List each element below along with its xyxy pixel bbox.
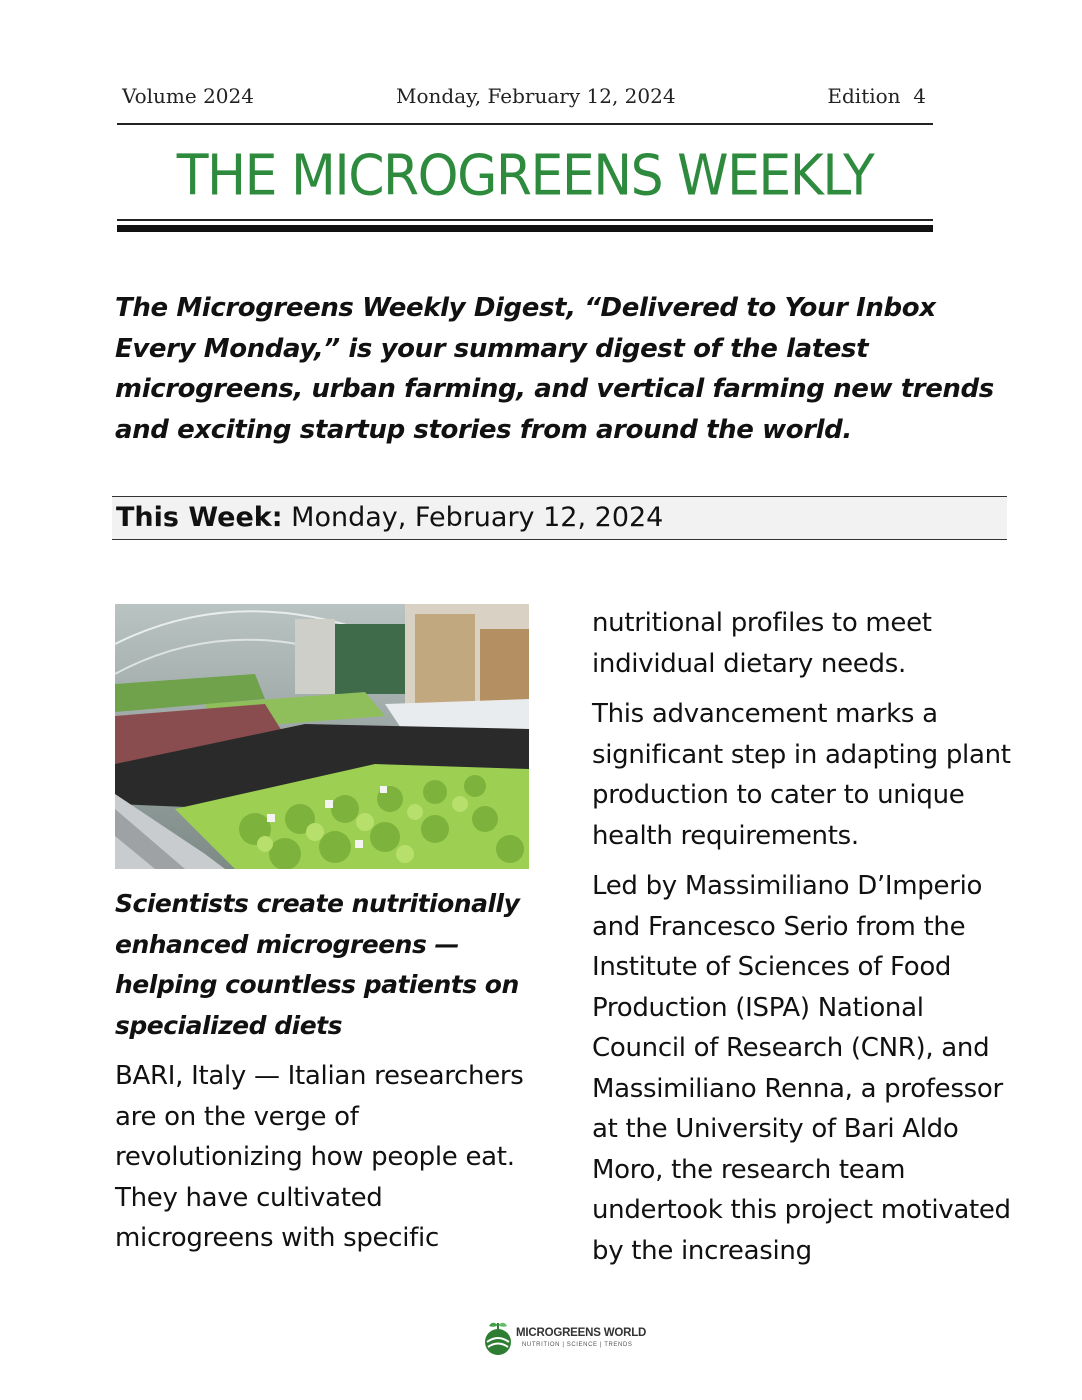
- issue-date: Monday, February 12, 2024: [396, 84, 676, 108]
- intro-paragraph: The Microgreens Weekly Digest, “Delivered to Your Inbox Every Monday,” is your summary digest of the latest microgreens, urban farming, and vertical farming new trends and exciting startup stories from around the world.: [115, 293, 994, 445]
- masthead-mid-rule: [117, 219, 933, 221]
- volume-label: Volume 2024: [122, 84, 254, 108]
- body-paragraph: nutritional profiles to meet individual dietary needs.: [592, 608, 932, 679]
- this-week-band: [112, 496, 1007, 540]
- body-paragraph: This advancement marks a significant step in adapting plant production to cater to unique health requirements.: [592, 699, 1011, 851]
- body-paragraph: Led by Massimiliano D’Imperio and Francesco Serio from the Institute of Sciences of Food Production (ISPA) National Council of Research (CNR), and Massimiliano Renna, a professor at the University of Bari Aldo Moro, the research team undertook this project motivated by the increasing: [592, 871, 1011, 1266]
- edition-label: Edition 4: [827, 84, 926, 108]
- masthead-meta: [122, 80, 926, 114]
- article-photo: [115, 604, 529, 869]
- newsletter-title: THE MICROGREENS WEEKLY: [176, 143, 874, 209]
- microgreens-world-logo: [482, 1320, 652, 1360]
- article-body-left: BARI, Italy — Italian researchers are on the verge of revolutionizing how people eat. They have cultivated microgreens with specific: [115, 1061, 524, 1253]
- this-week-date: Monday, February 12, 2024: [282, 502, 664, 533]
- masthead-top-rule: [117, 123, 933, 125]
- this-week-label: This Week:: [116, 502, 283, 533]
- sprout-leaf-icon: [482, 1320, 514, 1356]
- article-body-right: [592, 603, 1022, 1281]
- article-headline: Scientists create nutritionally enhanced microgreens — helping countless patients on specialized diets: [115, 889, 520, 1040]
- logo-tagline: NUTRITION | SCIENCE | TRENDS: [522, 1342, 633, 1348]
- masthead-thick-rule: [117, 225, 933, 232]
- logo-name: MICROGREENS WORLD: [516, 1327, 647, 1339]
